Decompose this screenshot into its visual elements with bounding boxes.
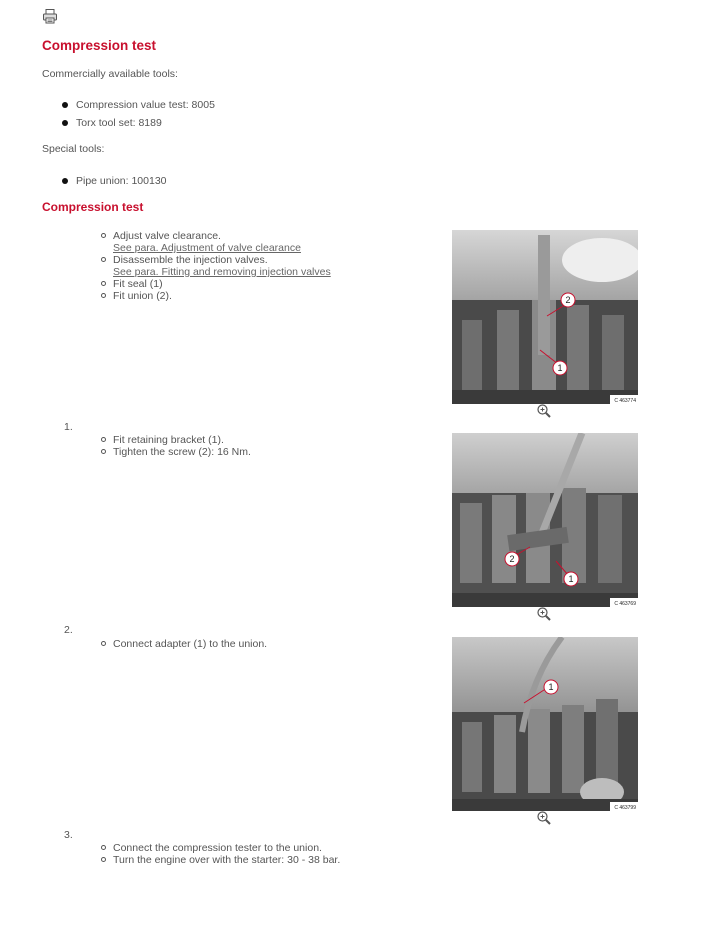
list-item: Connect the compression tester to the union. — [101, 842, 340, 854]
step-number: 1. — [64, 421, 73, 433]
zoom-in-icon[interactable] — [536, 403, 552, 419]
step-3-items — [101, 842, 340, 866]
zoom-in-icon[interactable] — [536, 810, 552, 826]
special-tools-label: Special tools: — [42, 143, 105, 155]
list-item: Fit seal (1) — [101, 278, 331, 290]
image-code: C 463769 — [614, 601, 636, 607]
link-injection-valves[interactable]: See para. Fitting and removing injection valves — [113, 266, 331, 278]
callout-label: 1 — [548, 682, 554, 692]
zoom-in-icon[interactable] — [536, 606, 552, 622]
section-title: Compression test — [42, 200, 144, 214]
list-item: Connect adapter (1) to the union. — [101, 638, 267, 650]
intro-steps — [101, 230, 331, 302]
callout-label: 2 — [565, 295, 571, 305]
list-item: Pipe union: 100130 — [62, 174, 167, 192]
list-item-text: Adjust valve clearance. — [113, 230, 221, 242]
photo-retaining-bracket — [452, 433, 638, 607]
list-item: Fit retaining bracket (1). — [101, 434, 251, 446]
page-title: Compression test — [42, 38, 157, 53]
step-number: 2. — [64, 624, 73, 636]
callout-label: 1 — [568, 574, 574, 584]
photo-seal-union — [452, 230, 638, 404]
list-item — [101, 230, 331, 254]
step-1-items — [101, 434, 251, 458]
commercial-tools-label: Commercially available tools: — [42, 68, 178, 80]
photo-adapter — [452, 637, 638, 811]
list-item: Turn the engine over with the starter: 30 - 38 bar. — [101, 854, 340, 866]
callout-label: 1 — [557, 363, 563, 373]
list-item: Compression value test: 8005 — [62, 98, 215, 116]
image-code: C 463799 — [614, 805, 636, 811]
list-item-text: Disassemble the injection valves. — [113, 254, 268, 266]
special-tools-list — [62, 174, 167, 192]
list-item — [101, 254, 331, 278]
image-code: C 463774 — [614, 398, 636, 404]
callout-label: 2 — [509, 554, 515, 564]
list-item: Tighten the screw (2): 16 Nm. — [101, 446, 251, 458]
step-number: 3. — [64, 829, 73, 841]
step-2-items — [101, 638, 267, 650]
link-valve-clearance[interactable]: See para. Adjustment of valve clearance — [113, 242, 301, 254]
list-item: Torx tool set: 8189 — [62, 116, 215, 134]
commercial-tools-list — [62, 98, 215, 134]
printer-icon[interactable] — [42, 8, 58, 24]
list-item: Fit union (2). — [101, 290, 331, 302]
